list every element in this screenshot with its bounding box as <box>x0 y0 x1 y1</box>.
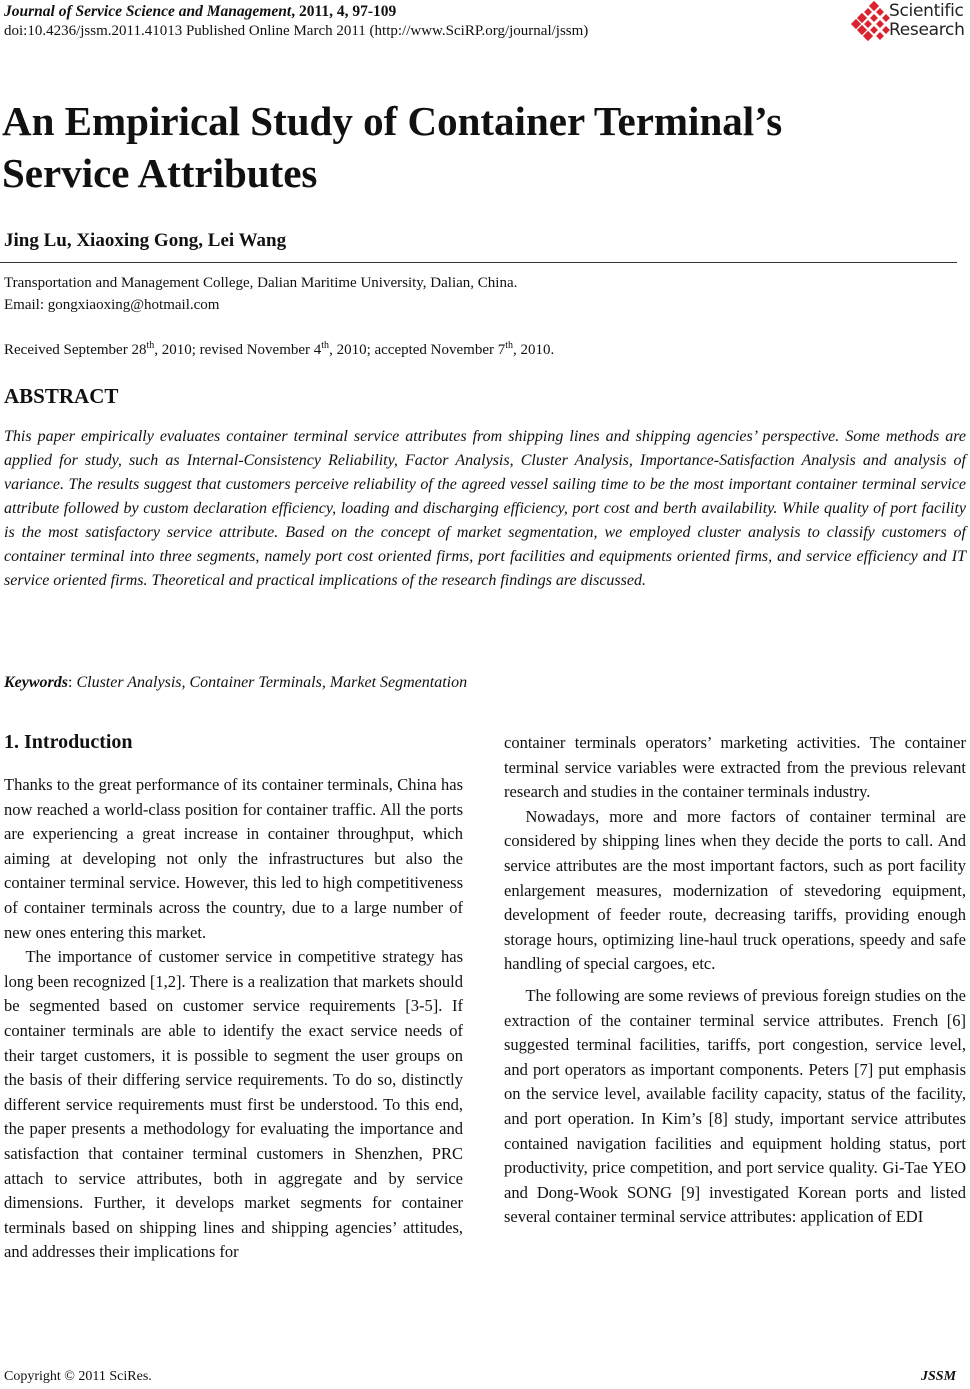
body-paragraph: The importance of customer service in competitive strategy has long been recognized [1,2]. There is a realization that markets should be segmented based on customer service requirements [3-5]. If container terminals are able to identify the exact service needs of their target customers, it is possible to segment the user groups on the basis of their differing service requirements. To do so, distinctly different service requirements must first be understood. To this end, the paper presents a methodology for evaluating the importance and satisfaction that container terminal customers in Shenzhen, PRC attach to service attributes, both in aggregate and by service dimensions. Further, it develops market segments for container terminals based on shipping lines and shipping agencies’ attitudes, and addresses their implications for <box>4 947 463 1262</box>
keywords-separator: : <box>68 674 77 691</box>
affiliation: Transportation and Management College, Dalian Maritime University, Dalian, China. <box>4 275 518 291</box>
body-paragraph: Thanks to the great performance of its container terminals, China has now reached a world-class position for container traffic. All the ports are experiencing a great increase in container throughput, which aiming at developing not only the infrastructures but also the container terminal service. However, this led to high competitiveness of container terminals across the country, due to a large number of new ones entering this market. <box>4 775 463 942</box>
logo-text <box>889 2 965 40</box>
body-paragraph: Nowadays, more and more factors of container terminal are considered by shipping lines when they decide the ports to call. And service attributes are the most important factors, such as port facility enlargement measures, modernization of stevedoring equipment, development of feeder route, decreasing tariffs, providing enough storage hours, optimizing line-haul truck operations, speedy and safe handling of special cargoes, etc. <box>504 806 966 974</box>
received-dates <box>4 336 554 360</box>
paper-title <box>2 95 782 199</box>
doi-line: doi:10.4236/jssm.2011.41013 Published Online March 2011 (http://www.SciRP.org/journal/jssm) <box>4 23 589 39</box>
title-line-1: An Empirical Study of Container Terminal’s <box>2 98 783 144</box>
abstract-heading: ABSTRACT <box>4 384 119 408</box>
ordinal-suffix: th <box>505 340 514 351</box>
journal-citation <box>4 2 396 21</box>
left-column <box>4 773 463 1265</box>
logo-line-2: Research <box>889 20 965 40</box>
logo-diamond <box>876 20 884 28</box>
logo-line-1: Scientific <box>889 1 964 21</box>
right-column <box>504 731 966 1230</box>
ordinal-suffix: th <box>321 340 330 351</box>
abstract-body: This paper empirically evaluates container terminal service attributes from shipping lines and shipping agencies’ perspective. Some methods are applied for study, such as Internal-Consistency Reliability, Factor Analysis, Cluster Analysis, Importance-Satisfaction Analysis and analysis of variance. The results suggest that customers perceive reliability of the agreed vessel sailing time to be the most important container terminal service attribute followed by custom declaration efficiency, loading and discharging efficiency, port cost and berth availability. While quality of port facility is the most satisfactory service attribute. Based on the concept of market segmentation, we employed cluster analysis to classify customers of container terminal into three segments, namely port cost oriented firms, port facilities and equipments oriented firms, and service efficiency and IT service oriented firms. Theoretical and practical implications of the research findings are discussed. <box>4 428 966 589</box>
logo-diamond <box>876 32 884 40</box>
body-paragraph: container terminals operators’ marketing activities. The container terminal service variables were extracted from the previous relevant research and studies in the container terminals industry. <box>504 733 966 802</box>
logo-diamond <box>864 20 872 28</box>
email: Email: gongxiaoxing@hotmail.com <box>4 297 220 313</box>
keywords-list: Cluster Analysis, Container Terminals, Market Segmentation <box>76 674 468 691</box>
section-heading-introduction: 1. Introduction <box>4 731 133 753</box>
journal-volume: , 2011, 4, 97-109 <box>291 3 397 20</box>
year-text: , 2010. <box>513 342 555 358</box>
keywords <box>4 672 467 694</box>
body-paragraph: The following are some reviews of previous foreign studies on the extraction of the container terminal service attributes. French [6] suggested terminal facilities, tariffs, port congestion, service level, and port operators as important components. Peters [7] put emphasis on the service level, available facility capacity, status of the facility, and port operation. In Kim’s [8] study, important service attributes contained navigation facilities and equipment holding status, port productivity, price competition, and port service quality. Gi-Tae YEO and Dong-Wook SONG [9] investigated Korean ports and listed several container terminal service attributes: application of EDI <box>504 985 966 1227</box>
journal-abbrev-footer: JSSM <box>921 1369 957 1384</box>
journal-name: Journal of Service Science and Management <box>4 3 292 20</box>
accepted-text: , 2010; accepted November 7 <box>329 342 506 358</box>
logo-diamond <box>870 14 878 22</box>
authors: Jing Lu, Xiaoxing Gong, Lei Wang <box>4 230 287 251</box>
header-divider <box>0 262 957 263</box>
copyright-footer: Copyright © 2011 SciRes. <box>4 1369 152 1384</box>
title-line-2: Service Attributes <box>2 150 318 196</box>
revised-text: , 2010; revised November 4 <box>154 342 322 358</box>
logo-diamond <box>870 26 878 34</box>
logo-diamond <box>876 8 884 16</box>
ordinal-suffix: th <box>146 340 155 351</box>
logo-diamond <box>869 1 879 11</box>
received-text: Received September 28 <box>4 342 147 358</box>
keywords-label: Keywords <box>4 674 68 691</box>
logo-diamond <box>864 8 872 16</box>
